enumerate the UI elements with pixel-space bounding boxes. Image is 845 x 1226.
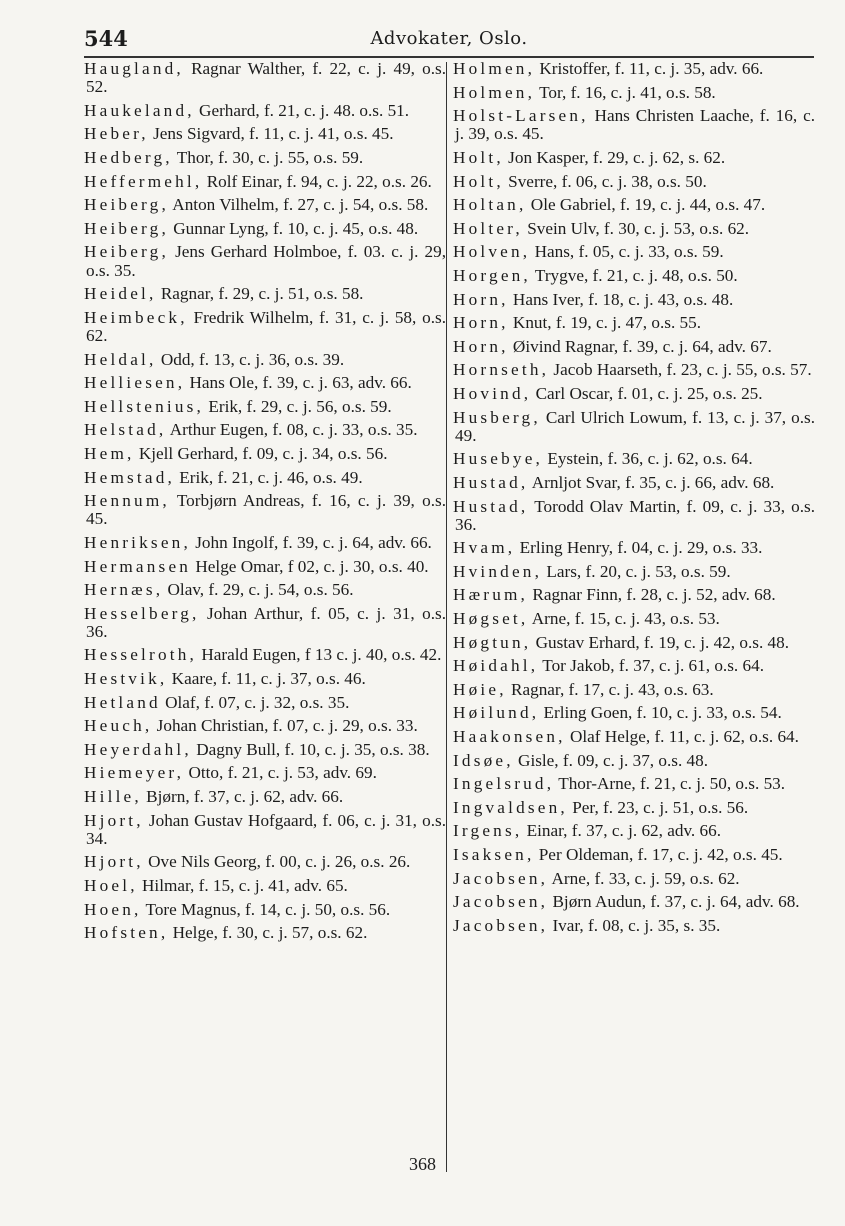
entry-surname: Heiberg, [84,195,169,215]
directory-entry [84,285,446,303]
entry-details: Kaare, f. 11, c. j. 37, o.s. 46. [167,669,366,689]
entry-surname: Holt, [453,171,504,191]
directory-entry [453,149,815,167]
entry-details: Svein Ulv, f. 30, c. j. 53, o.s. 62. [522,218,750,238]
entry-surname: Hornseth, [453,360,550,380]
entry-surname: Haakonsen, [453,727,566,747]
directory-entry [453,196,815,214]
directory-entry [84,812,446,848]
entry-details: Kjell Gerhard, f. 09, c. j. 34, o.s. 56. [134,443,388,463]
entry-surname: Henriksen, [84,532,191,552]
entry-surname: Hetland [84,692,161,712]
directory-entry [453,846,815,864]
page-number: 544 [84,26,128,51]
directory-entry [84,149,446,167]
entry-details: Hans, f. 05, c. j. 33, o.s. 59. [530,242,724,262]
directory-entry [453,84,815,102]
directory-entry [453,704,815,722]
directory-entry [84,351,446,369]
directory-entry [84,445,446,463]
entry-surname: Hjort, [84,810,144,830]
entry-details: Gustav Erhard, f. 19, c. j. 42, o.s. 48. [531,632,790,652]
directory-entry [453,539,815,557]
entry-surname: Hærum, [453,585,529,605]
directory-entry [453,728,815,746]
entry-surname: Hesselroth, [84,645,198,665]
directory-entry [453,409,815,445]
entry-details: Ragnar Walther, f. 22, c. j. 49, o.s. 52. [86,59,446,97]
right-column [453,60,815,940]
entry-details: Ole Gabriel, f. 19, c. j. 44, o.s. 47. [526,195,766,215]
entry-details: Johan Arthur, f. 05, c. j. 31, o.s. 36. [86,603,446,641]
directory-entry [453,917,815,935]
entry-surname: Ingelsrud, [453,774,555,794]
entry-surname: Heiberg, [84,218,169,238]
directory-entry [453,610,815,628]
entry-surname: Heffermehl, [84,171,203,191]
entry-details: Helge Omar, f 02, c. j. 30, o.s. 40. [191,556,429,576]
entry-details: Carl Oscar, f. 01, c. j. 25, o.s. 25. [531,383,763,403]
entry-surname: Holt, [453,147,504,167]
directory-entry [84,60,446,96]
directory-entry [84,125,446,143]
entry-surname: Hesselberg, [84,603,200,623]
directory-entry [84,398,446,416]
entry-details: Otto, f. 21, c. j. 53, adv. 69. [184,763,377,783]
entry-details: Torodd Olav Martin, f. 09, c. j. 33, o.s. 36. [455,496,815,534]
entry-surname: Hem, [84,443,135,463]
directory-entry [453,822,815,840]
directory-entry [84,853,446,871]
entry-details: Rolf Einar, f. 94, c. j. 22, o.s. 26. [202,171,432,191]
entry-details: Bjørn Audun, f. 37, c. j. 64, adv. 68. [548,892,800,912]
entry-surname: Høilund, [453,703,540,723]
entry-details: Tore Magnus, f. 14, c. j. 50, o.s. 56. [141,899,391,919]
directory-entry [453,173,815,191]
entry-details: Anton Vilhelm, f. 27, c. j. 54, o.s. 58. [168,195,429,215]
entry-details: Olav, f. 29, c. j. 54, o.s. 56. [163,580,354,600]
entry-surname: Hille, [84,787,142,807]
entry-details: Einar, f. 37, c. j. 62, adv. 66. [522,821,722,841]
entry-details: Kristoffer, f. 11, c. j. 35, adv. 66. [535,59,764,78]
directory-entry [84,243,446,279]
entry-surname: Høgset, [453,609,529,629]
entry-details: Gunnar Lyng, f. 10, c. j. 45, o.s. 48. [168,218,419,238]
entry-surname: Heimbeck, [84,307,188,327]
directory-entry [453,634,815,652]
page-header [84,26,814,56]
entry-details: Ragnar, f. 29, c. j. 51, o.s. 58. [156,284,364,304]
entry-details: Hilmar, f. 15, c. j. 41, adv. 65. [137,876,348,896]
directory-entry [84,581,446,599]
directory-entry [84,220,446,238]
entry-surname: Horgen, [453,265,531,285]
entry-details: Erik, f. 21, c. j. 46, o.s. 49. [175,467,363,487]
directory-entry [84,173,446,191]
entry-details: Ivar, f. 08, c. j. 35, s. 35. [548,915,721,935]
entry-details: Lars, f. 20, c. j. 53, o.s. 59. [542,561,731,581]
directory-entry [453,752,815,770]
running-title: Advokater, Oslo. [370,28,528,49]
entry-details: Thor-Arne, f. 21, c. j. 50, o.s. 53. [554,774,786,794]
entry-details: Ragnar Finn, f. 28, c. j. 52, adv. 68. [528,585,776,605]
directory-entry [453,220,815,238]
entry-details: Bjørn, f. 37, c. j. 62, adv. 66. [141,787,344,807]
entry-surname: Horn, [453,289,509,309]
directory-entry [453,450,815,468]
entry-details: Jens Gerhard Holmboe, f. 03. c. j. 29, o.s. 35. [86,242,446,280]
entry-details: Trygve, f. 21, c. j. 48, o.s. 50. [530,265,738,285]
entry-details: Gisle, f. 09, c. j. 37, o.s. 48. [513,750,709,770]
entry-surname: Holven, [453,242,531,262]
entry-details: John Ingolf, f. 39, c. j. 64, adv. 66. [190,532,432,552]
entry-details: Johan Gustav Hofgaard, f. 06, c. j. 31, o.s. 34. [86,810,446,848]
entry-surname: Hjort, [84,852,144,872]
entry-surname: Heidel, [84,284,157,304]
entry-details: Hans Christen Laache, f. 16, c. j. 39, o.s. 45. [455,106,815,144]
entry-details: Tor, f. 16, c. j. 41, o.s. 58. [535,82,716,102]
entry-surname: Haukeland, [84,100,195,120]
entry-details: Gerhard, f. 21, c. j. 48. o.s. 51. [194,100,410,120]
directory-entry [453,498,815,534]
entry-surname: Horn, [453,313,509,333]
directory-entry [453,799,815,817]
entry-surname: Hedberg, [84,147,173,167]
entry-surname: Holmen, [453,59,536,78]
entry-surname: Heldal, [84,349,157,369]
entry-details: Hans Iver, f. 18, c. j. 43, o.s. 48. [508,289,734,309]
entry-surname: Hvam, [453,538,516,558]
directory-entry [453,385,815,403]
entry-surname: Hennum, [84,491,170,511]
entry-surname: Hovind, [453,383,532,403]
entry-details: Per Oldeman, f. 17, c. j. 42, o.s. 45. [534,845,783,865]
column-divider [446,62,447,1172]
entry-details: Erling Henry, f. 04, c. j. 29, o.s. 33. [515,538,763,558]
entry-surname: Hermansen [84,556,192,576]
entry-surname: Husebye, [453,449,544,469]
directory-entry [84,558,446,576]
entry-details: Øivind Ragnar, f. 39, c. j. 64, adv. 67. [508,336,772,356]
directory-entry [453,338,815,356]
entry-surname: Høgtun, [453,632,532,652]
directory-entry [84,788,446,806]
entry-details: Thor, f. 30, c. j. 55, o.s. 59. [172,147,364,167]
directory-entry [453,60,815,78]
directory-entry [453,291,815,309]
entry-details: Erling Goen, f. 10, c. j. 33, o.s. 54. [539,703,782,723]
directory-entry [84,741,446,759]
directory-entry [84,309,446,345]
directory-entry [84,196,446,214]
entry-surname: Hoel, [84,876,138,896]
directory-entry [453,563,815,581]
entry-surname: Jacobsen, [453,892,549,912]
directory-entry [84,374,446,392]
left-column [84,60,446,948]
directory-entry [84,102,446,120]
entry-details: Olaf, f. 07, c. j. 32, o.s. 35. [160,692,350,712]
directory-entry [453,474,815,492]
directory-entry [84,421,446,439]
directory-entry [453,267,815,285]
entry-details: Tor Jakob, f. 37, c. j. 61, o.s. 64. [538,656,765,676]
entry-surname: Jacobsen, [453,868,549,888]
entry-surname: Holter, [453,218,523,238]
directory-entry [84,924,446,942]
entry-details: Arthur Eugen, f. 08, c. j. 33, o.s. 35. [166,420,418,440]
entry-details: Ragnar, f. 17, c. j. 43, o.s. 63. [506,679,714,699]
entry-surname: Irgens, [453,821,523,841]
entry-surname: Helliesen, [84,373,186,393]
entry-details: Knut, f. 19, c. j. 47, o.s. 55. [508,313,702,333]
directory-entry [453,893,815,911]
entry-surname: Holtan, [453,195,527,215]
header-rule [84,56,814,58]
entry-details: Torbjørn Andreas, f. 16, c. j. 39, o.s. 45. [86,491,446,529]
entry-details: Jacob Haarseth, f. 23, c. j. 55, o.s. 57. [549,360,812,380]
directory-entry [84,877,446,895]
entry-surname: Hustad, [453,472,529,492]
entry-details: Odd, f. 13, c. j. 36, o.s. 39. [156,349,345,369]
directory-entry [453,870,815,888]
directory-entry [84,694,446,712]
directory-entry [453,107,815,143]
directory-entry [453,314,815,332]
entry-surname: Hestvik, [84,669,168,689]
entry-surname: Hiemeyer, [84,763,185,783]
entry-surname: Heuch, [84,716,153,736]
entry-surname: Hustad, [453,496,529,516]
entry-surname: Holst-Larsen, [453,106,589,126]
entry-details: Per, f. 23, c. j. 51, o.s. 56. [567,797,749,817]
entry-details: Arne, f. 33, c. j. 59, o.s. 62. [548,868,740,888]
entry-details: Arnljot Svar, f. 35, c. j. 66, adv. 68. [528,472,775,492]
entry-surname: Jacobsen, [453,915,549,935]
entry-details: Olaf Helge, f. 11, c. j. 62, o.s. 64. [565,727,799,747]
entry-surname: Høie, [453,679,507,699]
entry-details: Jon Kasper, f. 29, c. j. 62, s. 62. [503,147,726,167]
directory-entry [84,901,446,919]
entry-details: Carl Ulrich Lowum, f. 13, c. j. 37, o.s. 49. [455,407,815,445]
directory-entry [84,605,446,641]
entry-surname: Husberg, [453,407,541,427]
entry-surname: Høidahl, [453,656,539,676]
entry-surname: Hellstenius, [84,396,205,416]
entry-surname: Hoen, [84,899,142,919]
entry-surname: Helstad, [84,420,167,440]
entry-details: Sverre, f. 06, c. j. 38, o.s. 50. [503,171,707,191]
directory-entry [453,586,815,604]
entry-details: Eystein, f. 36, c. j. 62, o.s. 64. [543,449,753,469]
entry-details: Harald Eugen, f 13 c. j. 40, o.s. 42. [197,645,442,665]
footer-folio: 368 [409,1154,436,1174]
directory-entry [453,361,815,379]
directory-entry [453,775,815,793]
entry-surname: Hemstad, [84,467,175,487]
directory-entry [84,646,446,664]
entry-surname: Horn, [453,336,509,356]
directory-entry [84,492,446,528]
entry-surname: Heiberg, [84,242,169,262]
directory-entry [84,534,446,552]
entry-surname: Ingvaldsen, [453,797,568,817]
entry-details: Ove Nils Georg, f. 00, c. j. 26, o.s. 26. [143,852,411,872]
directory-entry [84,670,446,688]
entry-details: Hans Ole, f. 39, c. j. 63, adv. 66. [185,373,412,393]
entry-surname: Heber, [84,124,149,144]
directory-entry [453,243,815,261]
directory-entry [453,657,815,675]
directory-entry [84,764,446,782]
entry-details: Helge, f. 30, c. j. 57, o.s. 62. [168,923,368,943]
entry-surname: Hernæs, [84,580,164,600]
entry-surname: Isaksen, [453,845,535,865]
entry-details: Jens Sigvard, f. 11, c. j. 41, o.s. 45. [148,124,394,144]
entry-details: Fredrik Wilhelm, f. 31, c. j. 58, o.s. 62. [86,307,446,345]
entry-surname: Holmen, [453,82,536,102]
directory-entry [84,717,446,735]
entry-details: Erik, f. 29, c. j. 56, o.s. 59. [204,396,392,416]
entry-surname: Haugland, [84,59,184,78]
entry-details: Johan Christian, f. 07, c. j. 29, o.s. 33. [152,716,418,736]
entry-surname: Hofsten, [84,923,169,943]
entry-details: Dagny Bull, f. 10, c. j. 35, o.s. 38. [191,739,430,759]
entry-surname: Hvinden, [453,561,543,581]
directory-entry [453,681,815,699]
entry-surname: Heyerdahl, [84,739,192,759]
directory-entry [84,469,446,487]
entry-details: Arne, f. 15, c. j. 43, o.s. 53. [528,609,720,629]
entry-surname: Idsøe, [453,750,514,770]
